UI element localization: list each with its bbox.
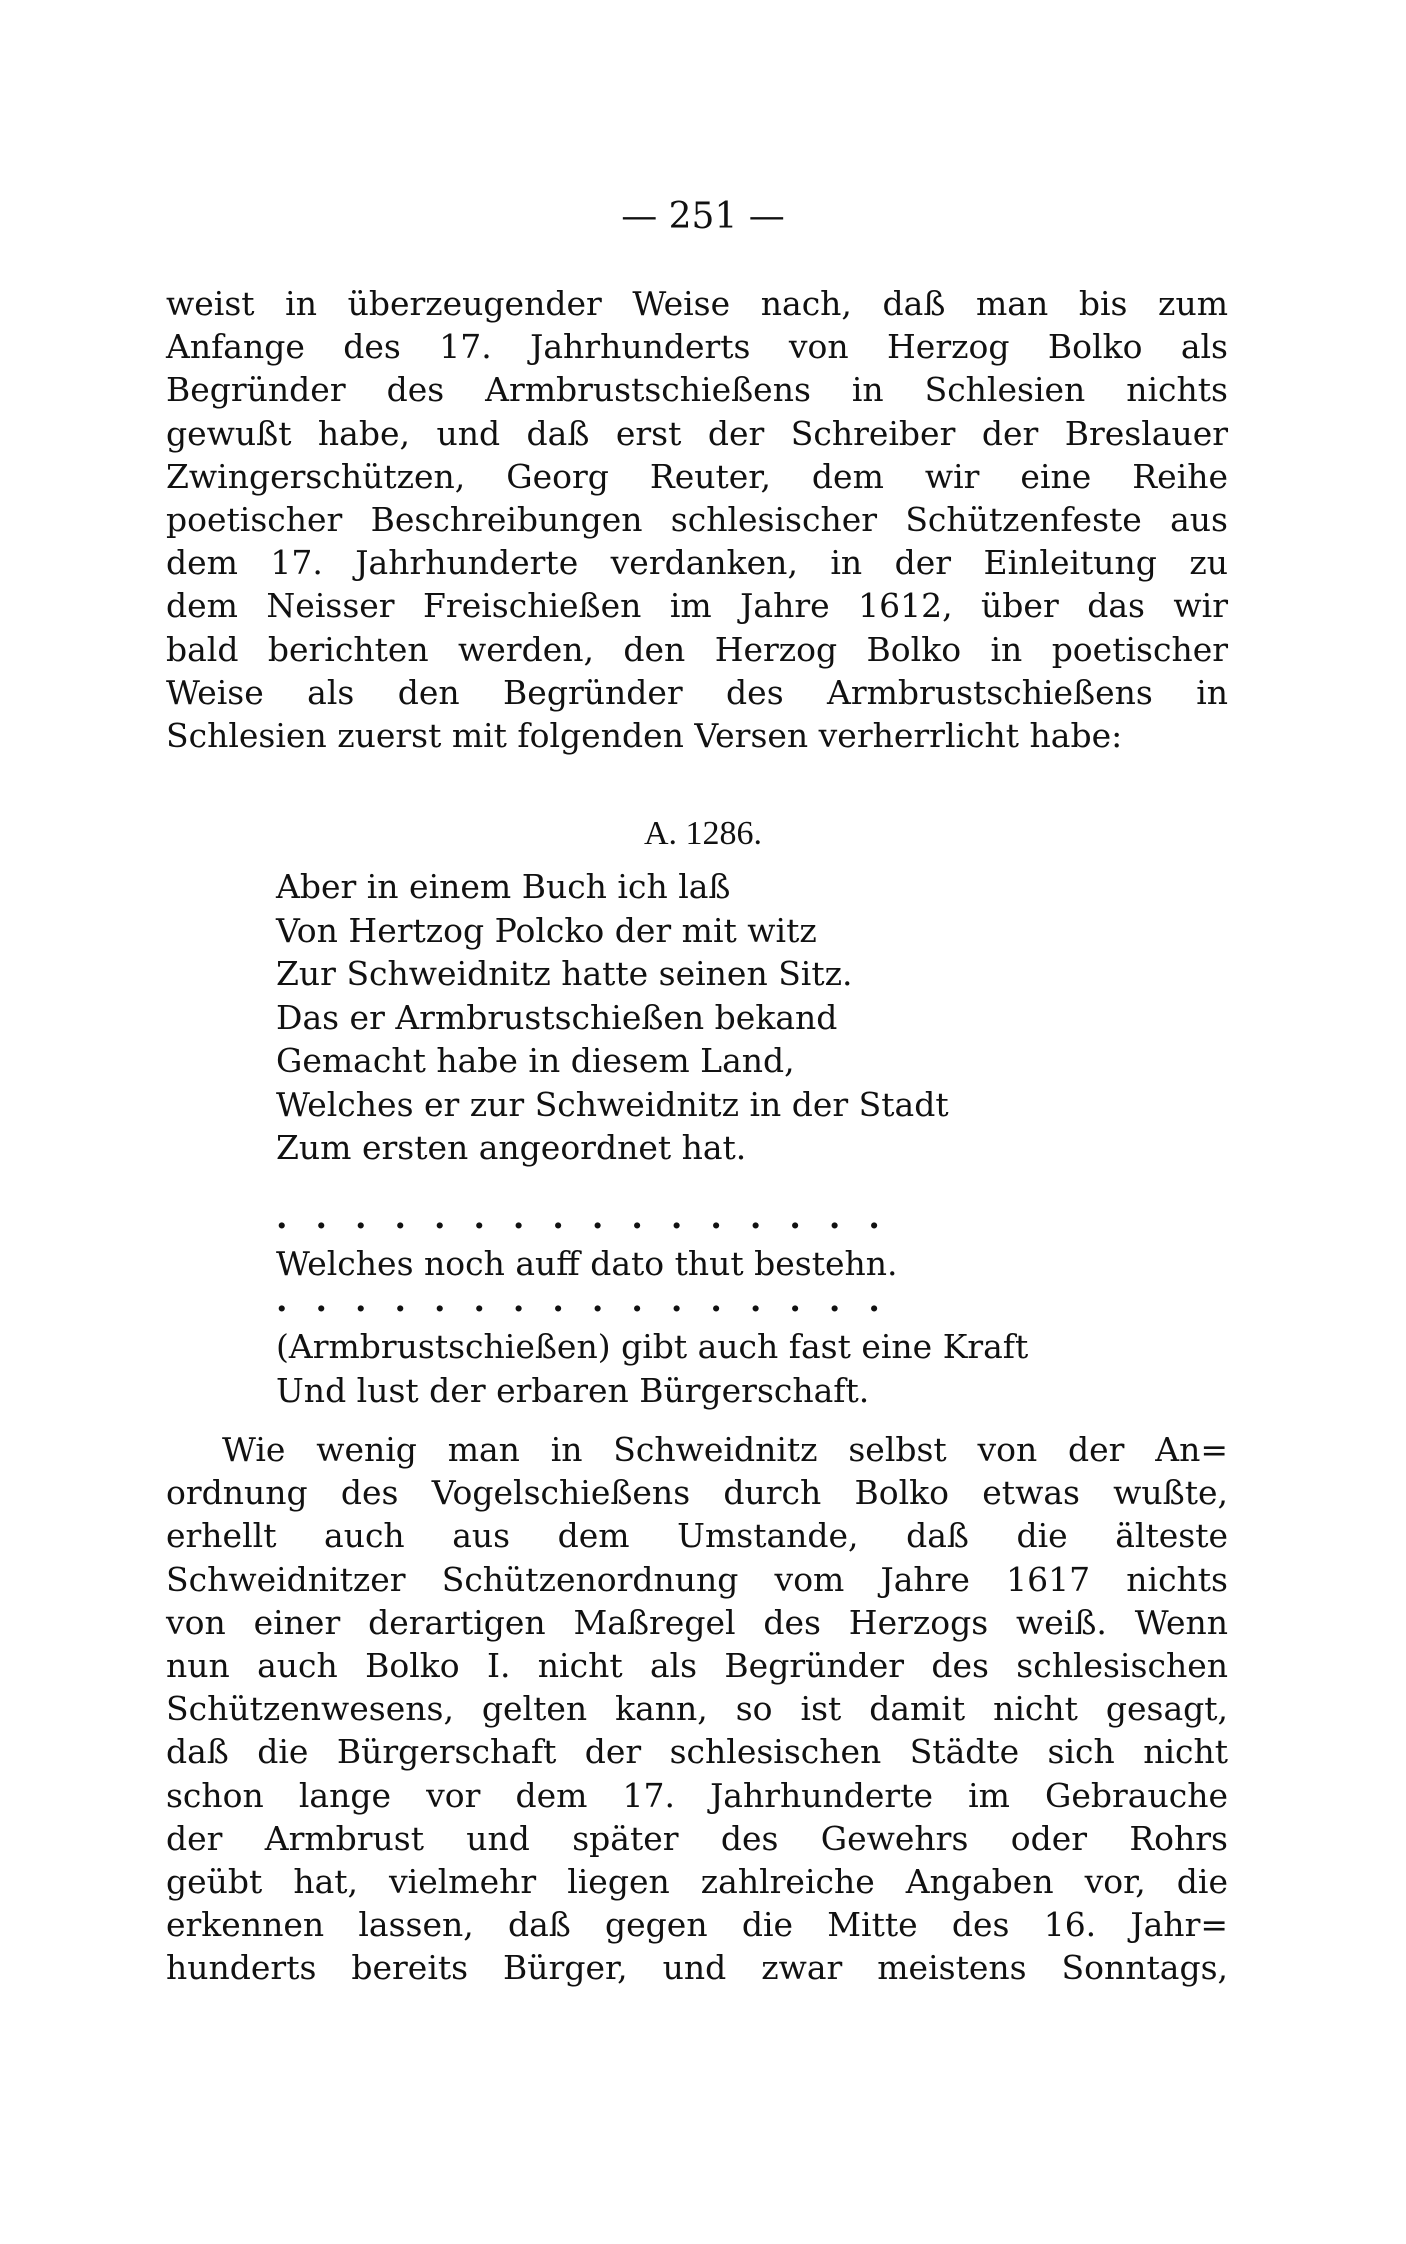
- verse-heading: A. 1286.: [643, 815, 763, 852]
- verse-line: Aber in einem Buch ich laß: [276, 867, 731, 906]
- text-line: von einer derartigen Maßregel des Herzogs weiß. Wenn: [166, 1602, 1228, 1642]
- page-number: — 251 —: [621, 196, 785, 237]
- verse-block-2: [276, 1197, 908, 1286]
- text-line: poetischer Beschreibungen schlesischer Schützenfeste aus: [166, 499, 1228, 539]
- text-line: erhellt auch aus dem Umstande, daß die älteste: [166, 1516, 1228, 1556]
- verse-line: Welches noch auff dato thut bestehn.: [276, 1244, 898, 1283]
- ellipsis-line: ................: [276, 1280, 908, 1319]
- verse-line: Von Hertzog Polcko der mit witz: [276, 910, 817, 950]
- text-line: Weise als den Begründer des Armbrustschießens in: [166, 672, 1228, 712]
- paragraph-2: [166, 1428, 1228, 1989]
- text-line: Wie wenig man in Schweidnitz selbst von der An=: [222, 1430, 1228, 1469]
- text-line: weist in überzeugender Weise nach, daß man bis zum: [166, 284, 1228, 323]
- verse-line: (Armbrustschießen) gibt auch fast eine Kraft: [276, 1327, 1029, 1366]
- verse-block-3: [276, 1280, 1029, 1412]
- ellipsis-line: ................: [276, 1197, 908, 1236]
- text-line: ordnung des Vogelschießens durch Bolko etwas wußte,: [166, 1473, 1228, 1513]
- text-line: bald berichten werden, den Herzog Bolko in poetischer: [166, 629, 1228, 669]
- text-line: Schweidnitzer Schützenordnung vom Jahre 1617 nichts: [166, 1559, 1228, 1599]
- text-line: erkennen lassen, daß gegen die Mitte des 16. Jahr=: [166, 1905, 1228, 1945]
- verse-line: Zur Schweidnitz hatte seinen Sitz.: [276, 954, 853, 993]
- text-line: nun auch Bolko I. nicht als Begründer des schlesischen: [166, 1645, 1228, 1685]
- text-line: schon lange vor dem 17. Jahrhunderte im Gebrauche: [166, 1775, 1228, 1815]
- text-line: Zwingerschützen, Georg Reuter, dem wir eine Reihe: [166, 456, 1228, 496]
- text-line: Begründer des Armbrustschießens in Schlesien nichts: [166, 370, 1228, 410]
- text-line: geübt hat, vielmehr liegen zahlreiche Angaben vor, die: [166, 1861, 1228, 1901]
- text-line: dem 17. Jahrhunderte verdanken, in der Einleitung zu: [166, 543, 1228, 583]
- verse-line: Zum ersten angeordnet hat.: [276, 1128, 747, 1167]
- verse-line: Das er Armbrustschießen bekand: [276, 997, 838, 1037]
- verse-line: Gemacht habe in diesem Land,: [276, 1041, 795, 1080]
- verse-block-1: [276, 865, 949, 1170]
- text-line: dem Neisser Freischießen im Jahre 1612, über das wir: [166, 586, 1228, 626]
- verse-line: Und lust der erbaren Bürgerschaft.: [276, 1370, 870, 1410]
- text-line: Schützenwesens, gelten kann, so ist damit nicht gesagt,: [166, 1689, 1228, 1729]
- text-line: hunderts bereits Bürger, und zwar meistens Sonntags,: [166, 1948, 1228, 1988]
- text-line: der Armbrust und später des Gewehrs oder Rohrs: [166, 1818, 1228, 1858]
- verse-line: Welches er zur Schweidnitz in der Stadt: [276, 1084, 949, 1124]
- text-line: gewußt habe, und daß erst der Schreiber der Breslauer: [166, 413, 1228, 453]
- text-line: daß die Bürgerschaft der schlesischen Städte sich nicht: [166, 1732, 1228, 1772]
- text-line: Schlesien zuerst mit folgenden Versen verherrlicht habe:: [166, 715, 1123, 755]
- text-line: Anfange des 17. Jahrhunderts von Herzog Bolko als: [166, 327, 1228, 367]
- paragraph-1: [166, 282, 1228, 757]
